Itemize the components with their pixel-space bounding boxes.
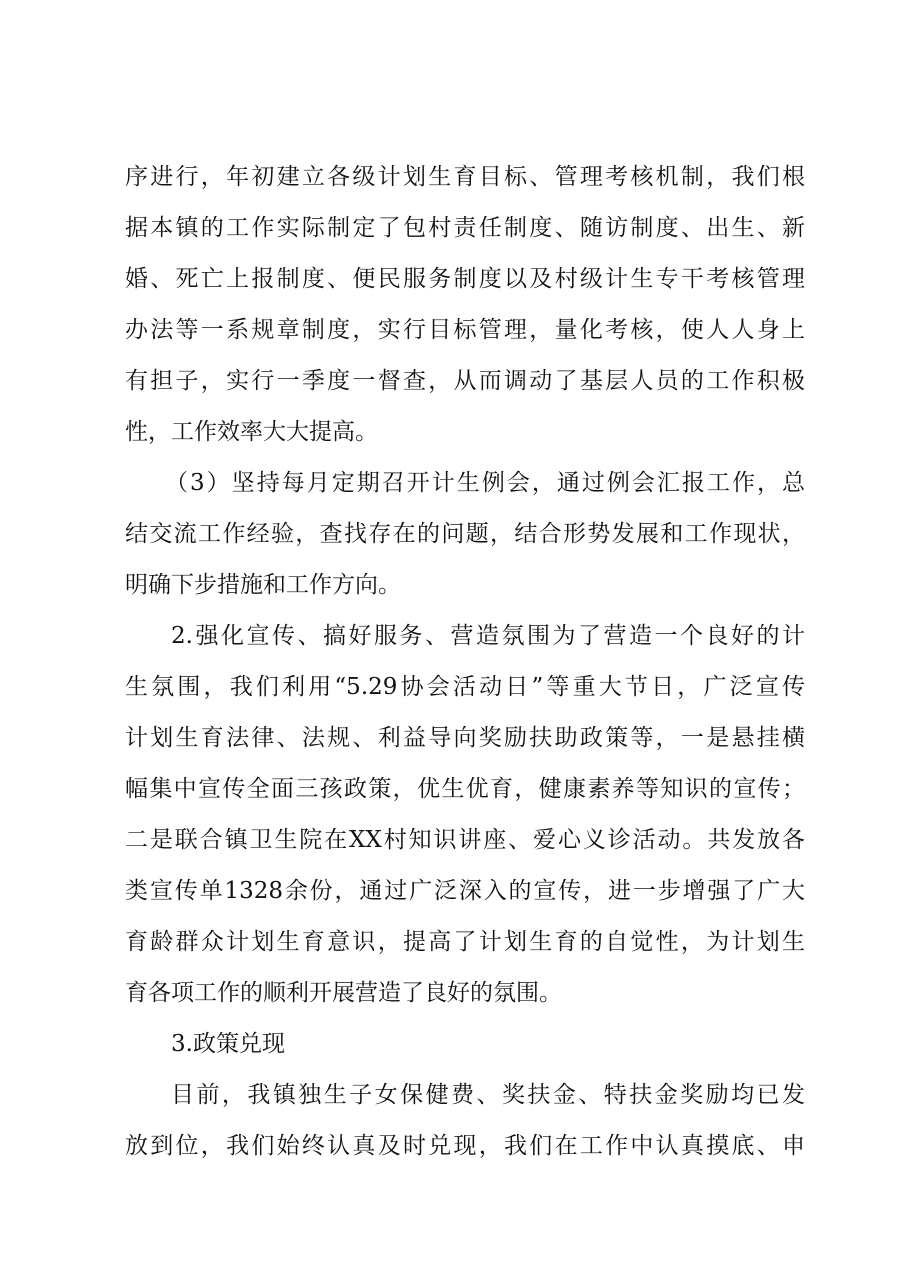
document-body	[125, 152, 805, 1172]
section-heading: 3.政策兑现	[171, 1031, 285, 1057]
text-line: 结交流工作经验，查找存在的问题，结合形势发展和工作现状，	[125, 521, 805, 547]
text-line: 明确下步措施和工作方向。	[125, 572, 401, 598]
text-line: （3）坚持每月定期召开计生例会，通过例会汇报工作，总	[165, 470, 805, 496]
text-line: 据本镇的工作实际制定了包村责任制度、随访制度、出生、新	[125, 215, 805, 241]
text-line: 育龄群众计划生育意识，提高了计划生育的自觉性，为计划生	[125, 929, 805, 955]
text-line: 生氛围，我们利用“5.29协会活动日”等重大节日，广泛宣传	[125, 674, 805, 700]
text-line: 有担子，实行一季度一督查，从而调动了基层人员的工作积极	[125, 368, 805, 394]
text-line: 计划生育法律、法规、利益导向奖励扶助政策等，一是悬挂横	[125, 725, 805, 751]
text-line: 婚、死亡上报制度、便民服务制度以及村级计生专干考核管理	[125, 266, 805, 292]
text-line: 放到位，我们始终认真及时兑现，我们在工作中认真摸底、申	[125, 1133, 805, 1159]
text-line: 序进行，年初建立各级计划生育目标、管理考核机制，我们根	[125, 164, 805, 190]
text-line: 二是联合镇卫生院在XX村知识讲座、爱心义诊活动。共发放各	[125, 827, 805, 853]
text-line: 幅集中宣传全面三孩政策，优生优育，健康素养等知识的宣传；	[125, 776, 805, 802]
text-line: 目前，我镇独生子女保健费、奖扶金、特扶金奖励均已发	[171, 1082, 805, 1108]
text-line: 类宣传单1328余份，通过广泛深入的宣传，进一步增强了广大	[125, 878, 805, 904]
text-line: 育各项工作的顺利开展营造了良好的氛围。	[125, 980, 562, 1006]
text-line: 2.强化宣传、搞好服务、营造氛围为了营造一个良好的计	[171, 623, 805, 649]
text-line: 性，工作效率大大提高。	[125, 419, 378, 445]
text-line: 办法等一系规章制度，实行目标管理，量化考核，使人人身上	[125, 317, 805, 343]
